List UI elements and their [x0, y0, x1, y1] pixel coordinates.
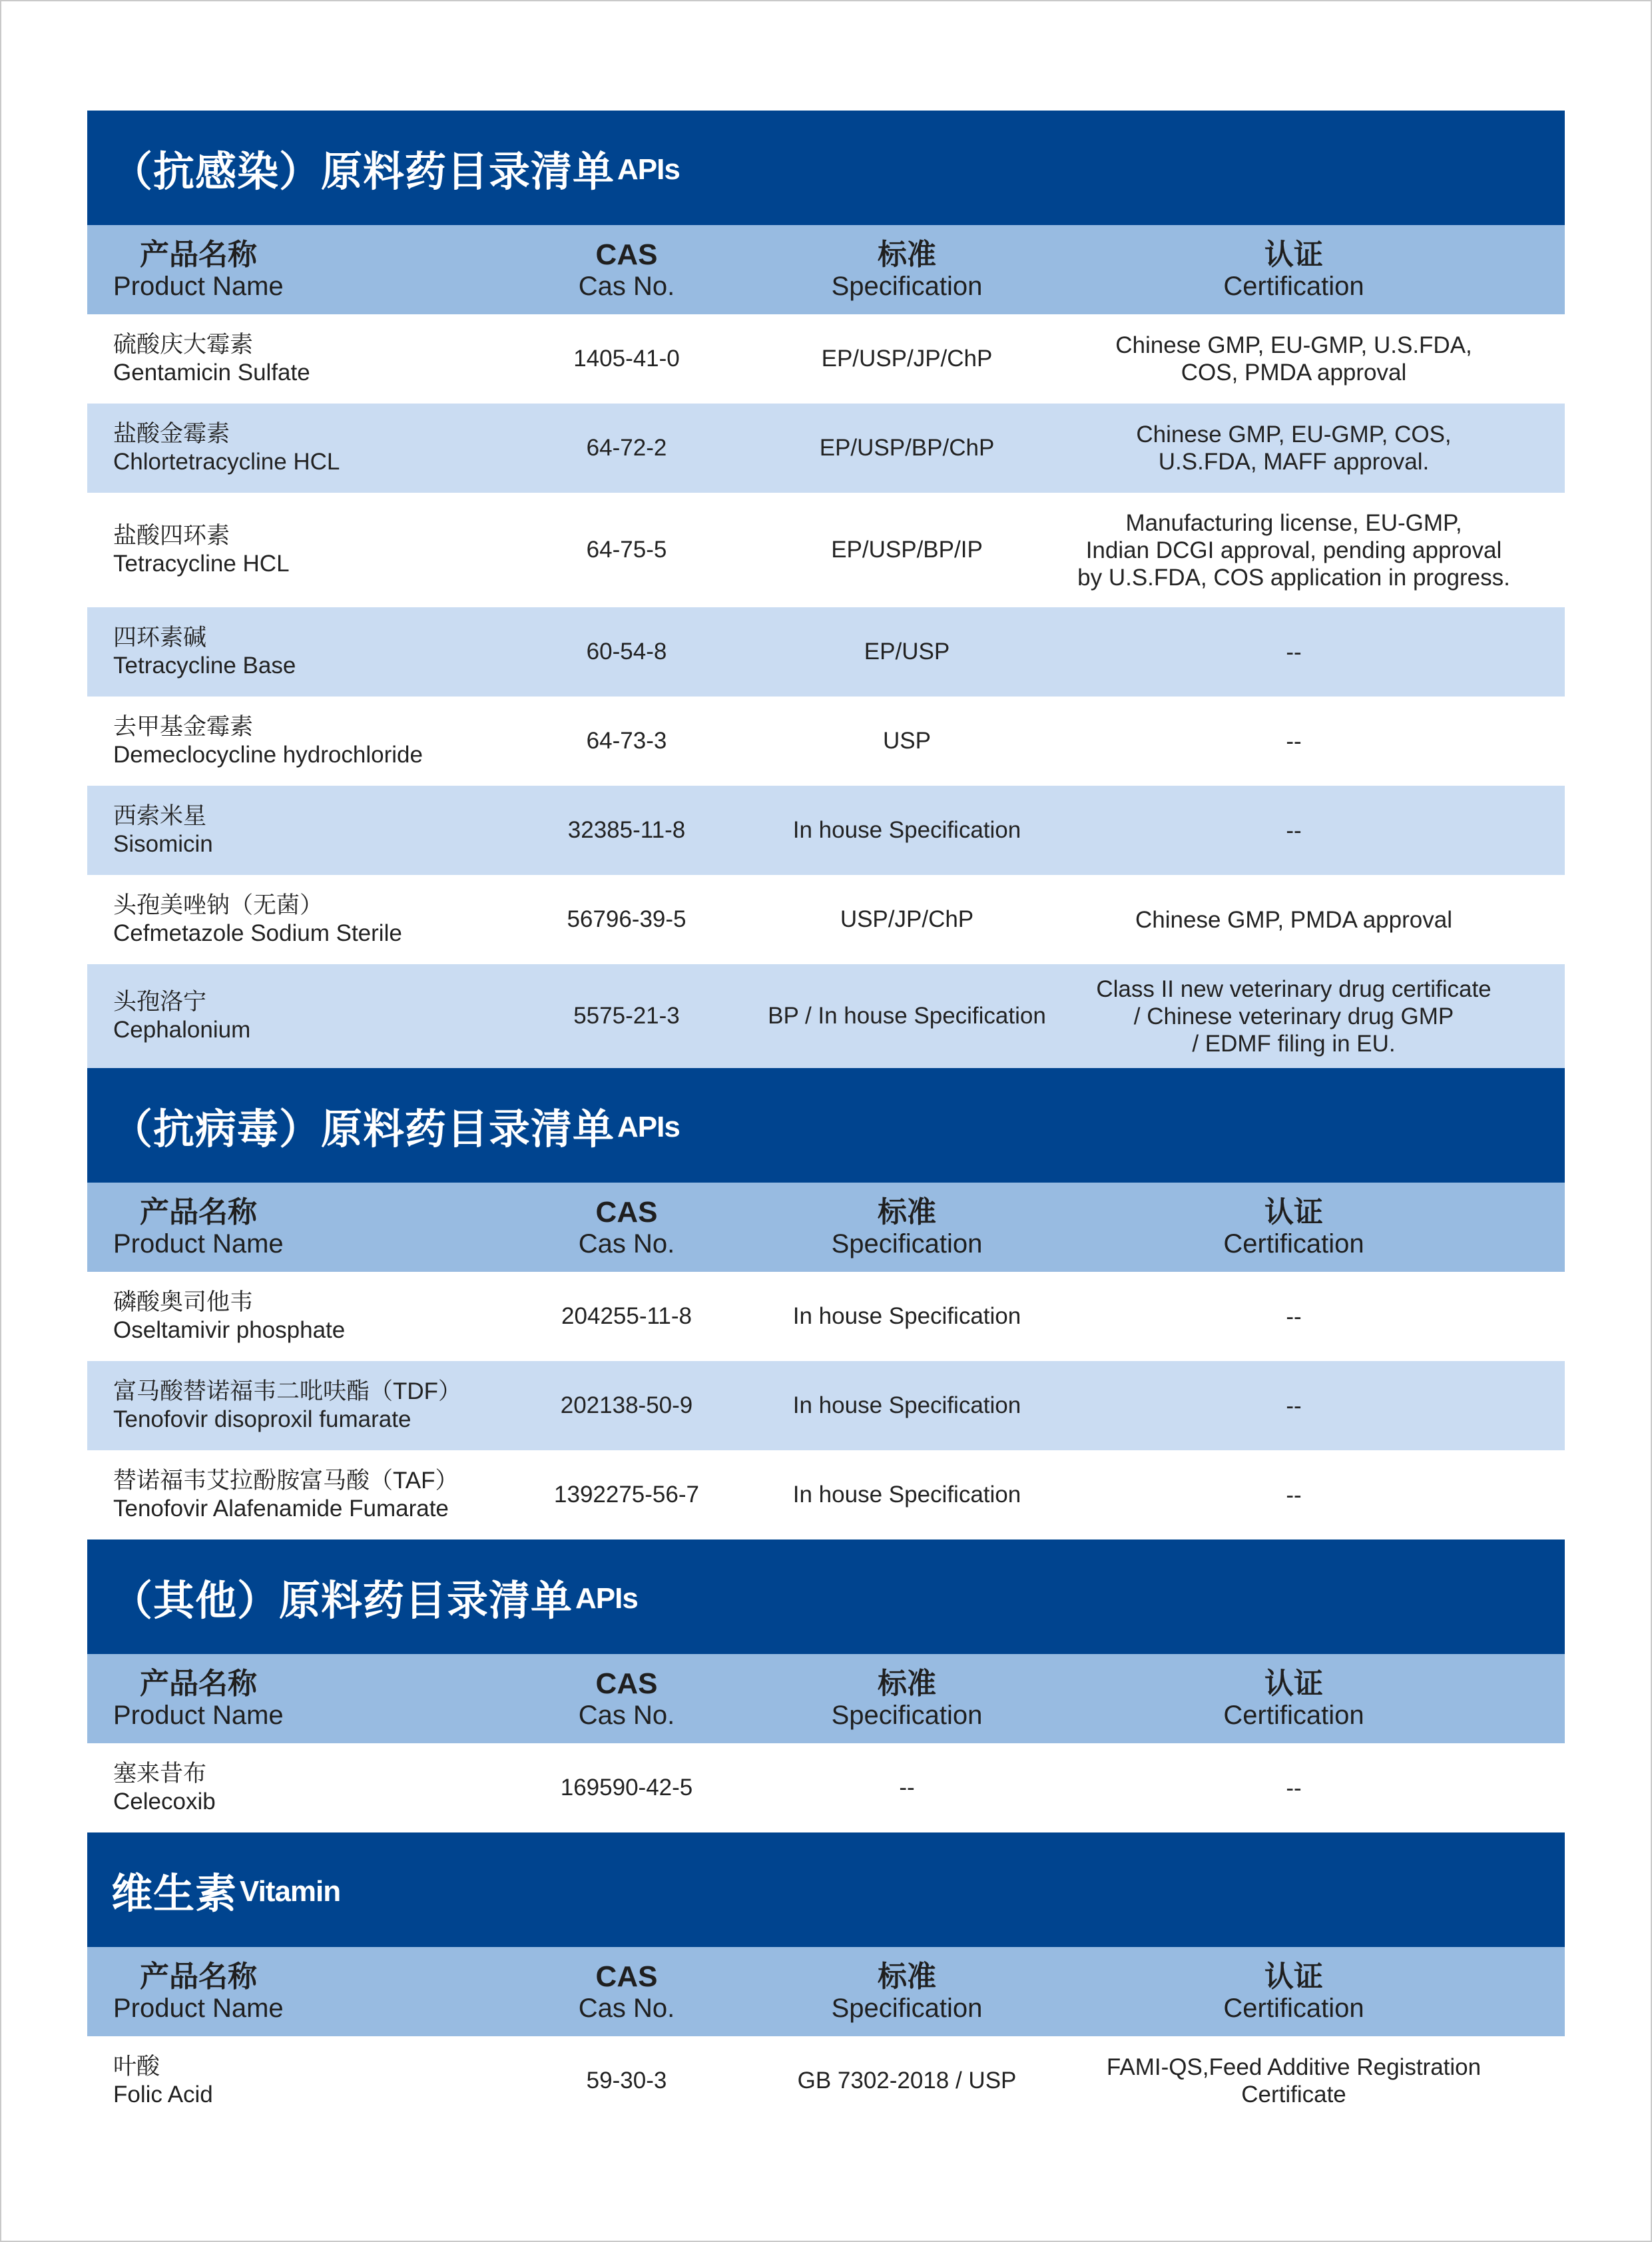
header-cas: CAS Cas No.	[578, 238, 675, 301]
product-name-cn: 富马酸替诺福韦二吡呋酯（TDF）	[113, 1378, 462, 1404]
product-name-cn: 盐酸四环素	[113, 523, 230, 549]
certification: Chinese GMP, PMDA approval	[1135, 906, 1452, 933]
product-name-en: Chlortetracycline HCL	[113, 449, 340, 475]
certification: --	[1286, 1775, 1302, 1801]
cas-number: 64-73-3	[586, 728, 667, 754]
section-anti-infective	[87, 111, 1565, 1068]
section-others	[87, 1540, 1565, 1832]
table-row	[87, 493, 1565, 607]
specification: In house Specification	[792, 1482, 1021, 1508]
header-specification: 标准 Specification	[831, 1667, 983, 1730]
specification: BP / In house Specification	[768, 1003, 1046, 1029]
certification: FAMI-QS,Feed Additive Registration Certificate	[1106, 2054, 1482, 2107]
product-name-en: Cephalonium	[113, 1017, 251, 1043]
header-product-name: 产品名称 Product Name	[113, 1667, 284, 1730]
cas-number: 60-54-8	[586, 639, 667, 665]
product-name-cn: 西索米星	[113, 803, 207, 829]
table-row	[87, 964, 1565, 1068]
section-vitamin	[87, 1832, 1565, 2125]
product-name-cn: 替诺福韦艾拉酚胺富马酸（TAF）	[113, 1468, 459, 1494]
certification: Chinese GMP, EU-GMP, COS, U.S.FDA, MAFF approval.	[1136, 421, 1452, 475]
column-header-row	[87, 225, 1565, 314]
product-name-en: Tenofovir disoproxil fumarate	[113, 1406, 412, 1432]
specification: EP/USP	[864, 639, 950, 665]
specification: USP/JP/ChP	[840, 906, 974, 932]
header-cas: CAS Cas No.	[578, 1667, 675, 1730]
header-product-name: 产品名称 Product Name	[113, 1196, 284, 1259]
header-cas: CAS Cas No.	[578, 1196, 675, 1259]
table-row	[87, 404, 1565, 493]
header-specification: 标准 Specification	[831, 238, 983, 301]
section-title-en: APIs	[617, 1111, 680, 1143]
table-row	[87, 1450, 1565, 1540]
product-name-en: Gentamicin Sulfate	[113, 360, 310, 386]
section-title-cn: （抗病毒）原料药目录清单	[111, 1106, 615, 1153]
header-product-name: 产品名称 Product Name	[113, 1960, 284, 2023]
cas-number: 1405-41-0	[573, 346, 680, 372]
certification: Manufacturing license, EU-GMP, Indian DCGI approval, pending approval by U.S.FDA, COS application in progress.	[1077, 509, 1510, 591]
specification: --	[899, 1775, 915, 1801]
section-title-cn: 维生素	[111, 1870, 238, 1917]
section-title	[87, 1540, 1565, 1654]
product-name-cn: 头孢美唑钠（无菌）	[113, 892, 324, 918]
column-header-row	[87, 1654, 1565, 1743]
cas-number: 204255-11-8	[561, 1303, 692, 1329]
table-row	[87, 2036, 1565, 2125]
product-name-cn: 塞来昔布	[113, 1761, 207, 1787]
cas-number: 5575-21-3	[573, 1003, 680, 1029]
column-header-row	[87, 1183, 1565, 1272]
product-name-en: Sisomicin	[113, 831, 213, 857]
header-specification: 标准 Specification	[831, 1196, 983, 1259]
certification: --	[1286, 639, 1302, 665]
table-row	[87, 1743, 1565, 1832]
product-name-en: Cefmetazole Sodium Sterile	[113, 920, 402, 946]
certification: --	[1286, 817, 1302, 844]
header-certification: 认证 Certification	[1223, 1196, 1364, 1259]
specification: EP/USP/BP/ChP	[819, 435, 995, 461]
section-title-en: APIs	[617, 153, 680, 186]
cas-number: 169590-42-5	[560, 1775, 693, 1801]
section-title-en: APIs	[575, 1582, 638, 1615]
specification: In house Specification	[792, 817, 1021, 843]
header-certification: 认证 Certification	[1223, 238, 1364, 301]
product-name-en: Celecoxib	[113, 1789, 216, 1815]
product-name-cn: 叶酸	[113, 2054, 160, 2080]
product-name-en: Tenofovir Alafenamide Fumarate	[113, 1496, 449, 1522]
specification: EP/USP/BP/IP	[831, 537, 983, 563]
header-certification: 认证 Certification	[1223, 1667, 1364, 1730]
table-row	[87, 607, 1565, 697]
specification: USP	[883, 728, 931, 754]
specification: EP/USP/JP/ChP	[821, 346, 993, 372]
section-title	[87, 111, 1565, 225]
table-row	[87, 314, 1565, 404]
cas-number: 1392275-56-7	[554, 1482, 699, 1508]
section-title	[87, 1832, 1565, 1947]
product-name-cn: 磷酸奥司他韦	[113, 1289, 254, 1315]
product-name-cn: 头孢洛宁	[113, 989, 207, 1015]
header-certification: 认证 Certification	[1223, 1960, 1364, 2023]
certification: --	[1286, 1482, 1302, 1508]
product-name-en: Demeclocycline hydrochloride	[113, 742, 423, 768]
table-row	[87, 1272, 1565, 1361]
specification: In house Specification	[792, 1303, 1021, 1329]
table-row	[87, 786, 1565, 875]
section-title	[87, 1068, 1565, 1183]
specification: In house Specification	[792, 1392, 1021, 1418]
header-specification: 标准 Specification	[831, 1960, 983, 2023]
table-row	[87, 1361, 1565, 1450]
certification: Class II new veterinary drug certificate / Chinese veterinary drug GMP / EDMF filing in EU.	[1096, 976, 1492, 1057]
cas-number: 32385-11-8	[567, 817, 686, 843]
header-cas: CAS Cas No.	[578, 1960, 675, 2023]
specification: GB 7302-2018 / USP	[797, 2068, 1017, 2094]
product-name-cn: 四环素碱	[113, 625, 207, 651]
section-title-cn: （其他）原料药目录清单	[111, 1577, 573, 1624]
certification: --	[1286, 1303, 1302, 1330]
cas-number: 59-30-3	[586, 2068, 667, 2094]
product-name-en: Tetracycline Base	[113, 653, 296, 679]
header-product-name: 产品名称 Product Name	[113, 238, 284, 301]
product-name-en: Oseltamivir phosphate	[113, 1317, 346, 1343]
table-row	[87, 697, 1565, 786]
product-name-cn: 硫酸庆大霉素	[113, 332, 254, 358]
table-row	[87, 875, 1565, 964]
section-title-cn: （抗感染）原料药目录清单	[111, 148, 615, 195]
certification: Chinese GMP, EU-GMP, U.S.FDA, COS, PMDA approval	[1115, 332, 1472, 386]
cas-number: 202138-50-9	[560, 1392, 693, 1418]
section-antiviral	[87, 1068, 1565, 1540]
column-header-row	[87, 1947, 1565, 2036]
section-title-en: Vitamin	[240, 1875, 341, 1908]
product-name-cn: 去甲基金霉素	[113, 714, 254, 740]
certification: --	[1286, 728, 1302, 754]
cas-number: 56796-39-5	[567, 906, 687, 932]
cas-number: 64-72-2	[586, 435, 667, 461]
certification: --	[1286, 1392, 1302, 1419]
product-name-cn: 盐酸金霉素	[113, 421, 230, 447]
cas-number: 64-75-5	[586, 537, 667, 563]
product-name-en: Tetracycline HCL	[113, 551, 290, 577]
product-name-en: Folic Acid	[113, 2082, 213, 2107]
